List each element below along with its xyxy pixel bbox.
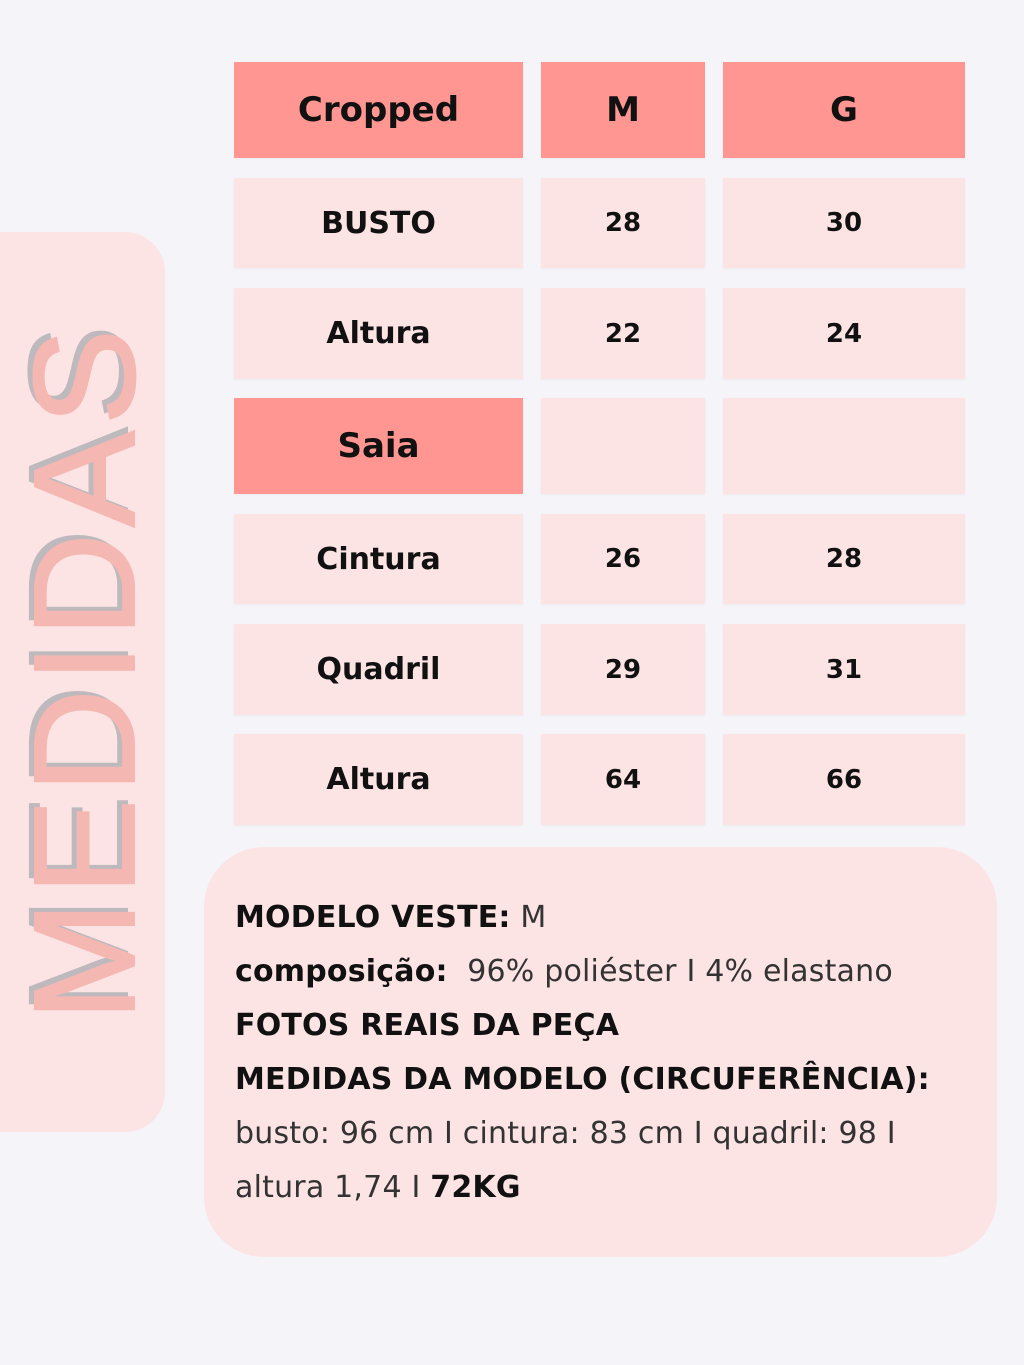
cell-altura-cropped-m: 22 (541, 288, 705, 379)
medidas-modelo-line-2 (235, 1161, 967, 1215)
table-header-cropped: Cropped (234, 62, 523, 158)
cell-altura-saia-m: 64 (541, 734, 705, 825)
composicao-label: composição: (235, 954, 448, 989)
cell-cintura-m: 26 (541, 514, 705, 604)
row-label-cintura: Cintura (234, 514, 523, 604)
modelo-veste-value: M (510, 900, 547, 935)
modelo-veste-line (235, 891, 967, 945)
modelo-veste-label: MODELO VESTE: (235, 900, 511, 935)
row-label-altura-cropped: Altura (234, 288, 523, 379)
cell-saia-g-empty (723, 398, 965, 494)
cell-altura-cropped-g: 24 (723, 288, 965, 379)
composicao-line (235, 945, 967, 999)
table-header-size-m: M (541, 62, 705, 158)
row-label-altura-saia: Altura (234, 734, 523, 825)
side-title: MEDIDAS (4, 322, 165, 1022)
info-box (204, 847, 997, 1257)
cell-quadril-g: 31 (723, 624, 965, 715)
row-label-busto: BUSTO (234, 178, 523, 268)
table-header-size-g: G (723, 62, 965, 158)
cell-cintura-g: 28 (723, 514, 965, 604)
cell-busto-g: 30 (723, 178, 965, 268)
medidas-modelo-line-1: busto: 96 cm I cintura: 83 cm I quadril: 98 I (235, 1116, 896, 1151)
cell-altura-saia-g: 66 (723, 734, 965, 825)
section-header-saia: Saia (234, 398, 523, 494)
altura-value: altura 1,74 I (235, 1170, 431, 1205)
cell-quadril-m: 29 (541, 624, 705, 715)
cell-saia-m-empty (541, 398, 705, 494)
row-label-quadril: Quadril (234, 624, 523, 715)
composicao-value: 96% poliéster I 4% elastano (447, 954, 893, 989)
peso-value: 72KG (430, 1170, 521, 1205)
cell-busto-m: 28 (541, 178, 705, 268)
fotos-reais-line: FOTOS REAIS DA PEÇA (235, 1008, 620, 1043)
medidas-modelo-label: MEDIDAS DA MODELO (CIRCUFERÊNCIA): (235, 1062, 930, 1097)
